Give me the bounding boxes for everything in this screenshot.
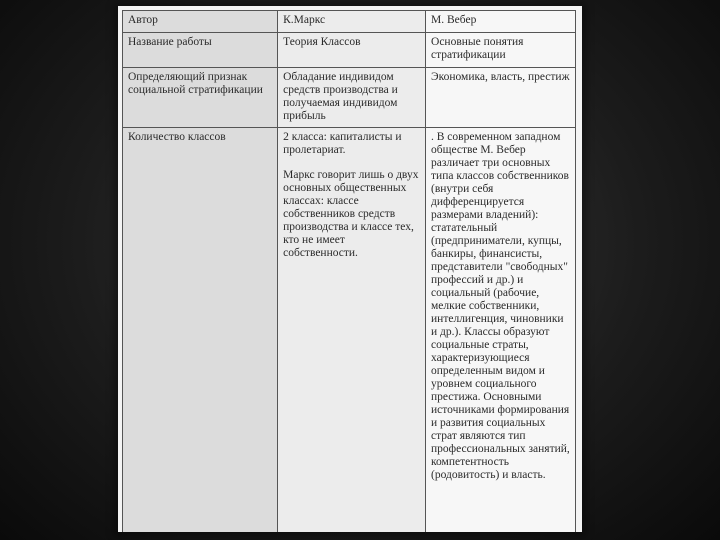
cell-text: Основные понятия стратификации <box>431 36 524 61</box>
cell-text: 2 класса: капиталисты и пролетариат. <box>283 131 402 156</box>
cell-text: Экономика, власть, престиж <box>431 71 570 83</box>
comparison-table <box>122 10 576 532</box>
document-page <box>118 6 582 532</box>
row-label: Определяющий признак социальной стратификации <box>123 68 278 128</box>
table-row <box>123 128 576 533</box>
cell-text: Теория Классов <box>283 36 361 48</box>
header-cell-marx: К.Маркс <box>278 11 426 33</box>
cell-text: Маркс говорит лишь о двух основных общественных классах: классе собственников средств производства и классе тех, кто не имеет собственности. <box>283 169 419 259</box>
table-header-row <box>123 11 576 33</box>
cell-text: . В современном западном обществе М. Вебер различает три основных типа классов собственников (внутри себя дифференцируется размерами владений): статательный (предприниматели, купцы, банкиры, финансисты, представители "свободных" профессий и др.) и социальный (рабочие, мелкие собственники, интеллигенция, чиновники и др.). Классы образуют социальные страты, характеризующиеся определенным видом и уровнем социального престижа. Основными источниками формирования и развития социальных страт являются тип профессиональных занятий, компетентность (родовитость) и власть. <box>431 131 570 481</box>
weber-cell <box>426 68 576 128</box>
marx-cell <box>278 33 426 68</box>
header-cell-author: Автор <box>123 11 278 33</box>
marx-cell <box>278 68 426 128</box>
weber-cell <box>426 33 576 68</box>
marx-cell <box>278 128 426 533</box>
header-cell-weber: М. Вебер <box>426 11 576 33</box>
weber-cell <box>426 128 576 533</box>
cell-text: Обладание индивидом средств производства и получаемая индивидом прибыль <box>283 71 398 122</box>
table-row <box>123 33 576 68</box>
row-label: Название работы <box>123 33 278 68</box>
table-row <box>123 68 576 128</box>
row-label: Количество классов <box>123 128 278 533</box>
